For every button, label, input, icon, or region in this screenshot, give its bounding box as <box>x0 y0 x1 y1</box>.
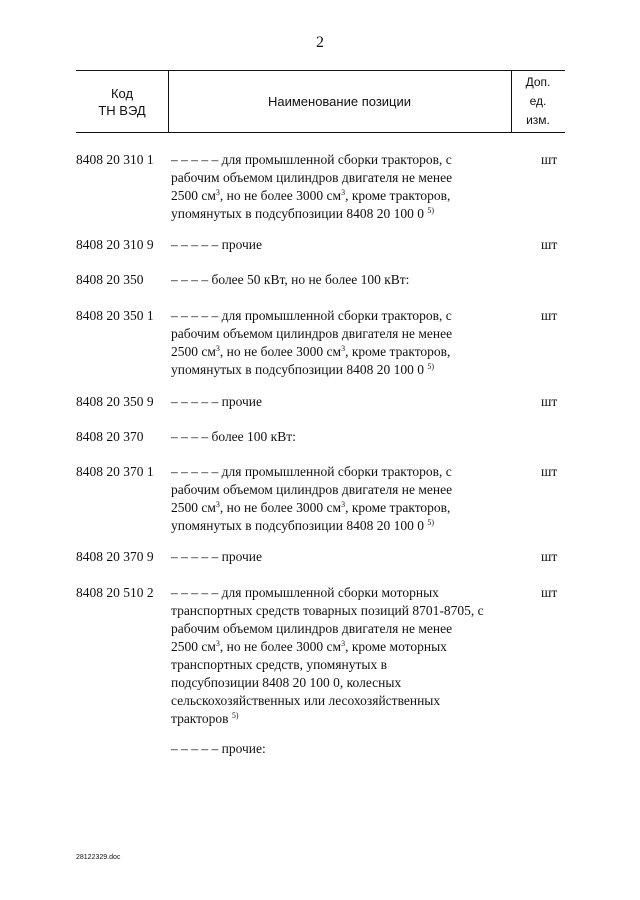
row-text: прочие <box>221 237 263 252</box>
header-code-cell <box>76 71 169 132</box>
header-unit-cell <box>511 71 565 132</box>
row-description <box>171 236 541 254</box>
header-unit-line3: изм. <box>526 113 550 127</box>
row-sup: 3 <box>341 344 346 353</box>
row-text: рабочим объемом цилиндров двигателя не менее <box>171 621 453 636</box>
row-text: рабочим объемом цилиндров двигателя не менее <box>171 482 453 497</box>
row-description <box>171 463 541 535</box>
table-header <box>76 70 565 133</box>
row-text: упомянутых в подсубпозиции 8408 20 100 0 <box>171 362 424 377</box>
row-dash: – – – – <box>171 429 209 444</box>
row-footnote: 5) <box>427 206 435 215</box>
row-text: , кроме моторных <box>345 639 447 654</box>
row-code: 8408 20 370 9 <box>76 549 154 564</box>
row-text: более 50 кВт, но не более 100 кВт: <box>211 272 410 287</box>
row-text: тракторов <box>171 711 232 726</box>
row-sup: 3 <box>215 500 220 509</box>
row-text: 2500 см <box>171 344 216 359</box>
row-code: 8408 20 310 9 <box>76 237 154 252</box>
row-text: , но не более 3000 см <box>219 500 342 515</box>
row-dash: – – – – – <box>171 741 219 756</box>
row-text: подсубпозиции 8408 20 100 0, колесных <box>171 675 402 690</box>
row-text: 2500 см <box>171 188 216 203</box>
row-dash: – – – – <box>171 272 209 287</box>
row-code: 8408 20 370 1 <box>76 464 154 479</box>
row-sup: 3 <box>215 639 220 648</box>
row-text: упомянутых в подсубпозиции 8408 20 100 0 <box>171 206 424 221</box>
row-text: рабочим объемом цилиндров двигателя не менее <box>171 326 453 341</box>
row-unit: шт <box>541 237 558 252</box>
row-text: , кроме тракторов, <box>345 500 451 515</box>
page-number: 2 <box>316 34 324 51</box>
header-code-line2: ТН ВЭД <box>98 102 146 118</box>
row-text: , кроме тракторов, <box>345 344 451 359</box>
row-unit: шт <box>541 585 558 600</box>
row-unit: шт <box>541 549 558 564</box>
row-text: для промышленной сборки тракторов, с <box>221 308 452 323</box>
row-text: , но не более 3000 см <box>219 188 342 203</box>
row-sup: 3 <box>215 188 220 197</box>
row-description <box>171 584 541 728</box>
row-code: 8408 20 350 1 <box>76 308 154 323</box>
row-code: 8408 20 370 <box>76 429 144 444</box>
header-code-line1: Код <box>110 85 134 101</box>
row-description <box>171 271 541 289</box>
row-unit: шт <box>541 394 558 409</box>
row-sup: 3 <box>215 344 220 353</box>
row-sup: 3 <box>341 639 346 648</box>
row-text: рабочим объемом цилиндров двигателя не менее <box>171 170 453 185</box>
row-description <box>171 393 541 411</box>
row-text: , но не более 3000 см <box>219 639 342 654</box>
file-name-footer: 28122329.doc <box>76 854 121 861</box>
row-dash: – – – – – <box>171 152 219 167</box>
row-dash: – – – – – <box>171 549 219 564</box>
row-description <box>171 740 541 758</box>
row-dash: – – – – – <box>171 308 219 323</box>
row-dash: – – – – – <box>171 237 219 252</box>
row-code: 8408 20 310 1 <box>76 152 154 167</box>
row-text: для промышленной сборки тракторов, с <box>221 464 452 479</box>
row-footnote: 5) <box>427 362 435 371</box>
row-code: 8408 20 350 9 <box>76 394 154 409</box>
row-description <box>171 307 541 379</box>
row-text: , кроме тракторов, <box>345 188 451 203</box>
row-description <box>171 548 541 566</box>
row-unit: шт <box>541 464 558 479</box>
row-text: прочие <box>221 394 263 409</box>
row-text: прочие: <box>221 741 266 756</box>
row-sup: 3 <box>341 500 346 509</box>
row-text: более 100 кВт: <box>211 429 296 444</box>
row-sup: 3 <box>341 188 346 197</box>
row-code: 8408 20 510 2 <box>76 585 154 600</box>
row-unit: шт <box>541 308 558 323</box>
row-text: для промышленной сборки моторных <box>221 585 439 600</box>
header-unit-line1: Доп. <box>525 75 551 89</box>
row-text: транспортных средств, упомянутых в <box>171 657 387 672</box>
row-text: упомянутых в подсубпозиции 8408 20 100 0 <box>171 518 424 533</box>
header-unit-line2: ед. <box>529 94 547 108</box>
row-dash: – – – – – <box>171 394 219 409</box>
row-description <box>171 151 541 223</box>
header-name-cell <box>168 71 512 132</box>
row-text: сельскохозяйственных или лесохозяйственных <box>171 693 441 708</box>
row-text: для промышленной сборки тракторов, с <box>221 152 452 167</box>
row-footnote: 5) <box>231 711 239 720</box>
row-dash: – – – – – <box>171 464 219 479</box>
row-description <box>171 428 541 446</box>
row-dash: – – – – – <box>171 585 219 600</box>
row-text: 2500 см <box>171 500 216 515</box>
row-footnote: 5) <box>427 518 435 527</box>
row-text: транспортных средств товарных позиций 8701-8705, с <box>171 603 484 618</box>
row-text: 2500 см <box>171 639 216 654</box>
row-text: прочие <box>221 549 263 564</box>
row-text: , но не более 3000 см <box>219 344 342 359</box>
row-unit: шт <box>541 152 558 167</box>
row-code: 8408 20 350 <box>76 272 144 287</box>
header-name: Наименование позиции <box>267 94 412 109</box>
